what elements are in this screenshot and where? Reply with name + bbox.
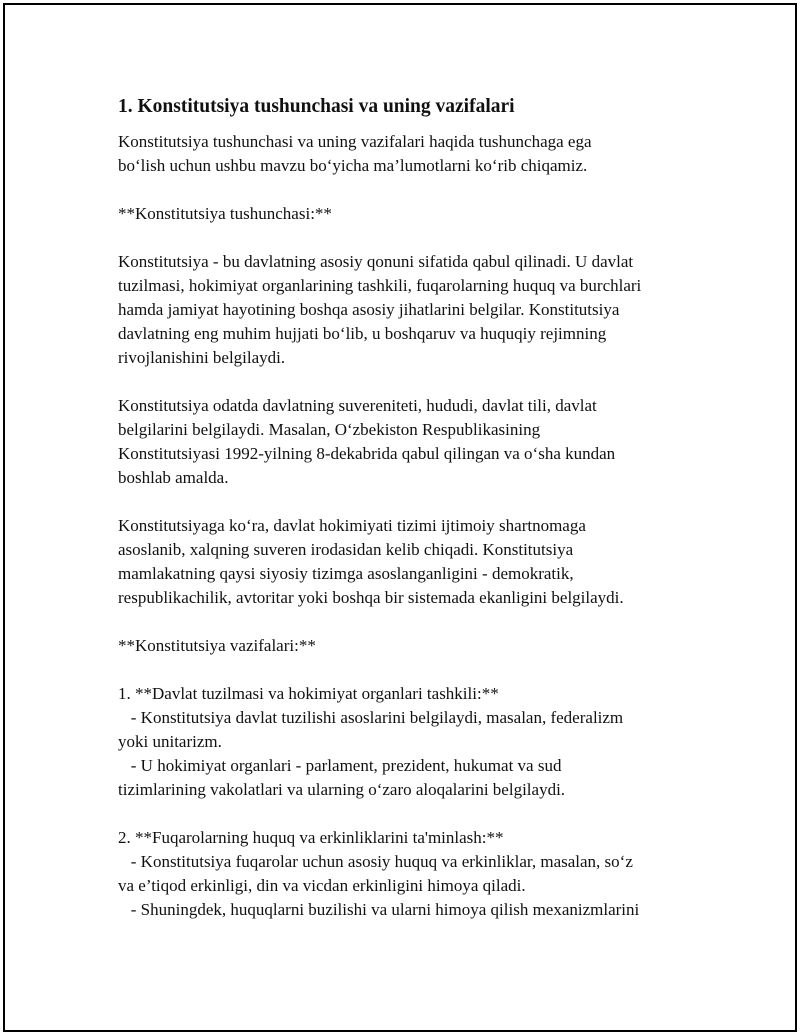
section-heading-functions: **Konstitutsiya vazifalari:** bbox=[118, 636, 316, 655]
paragraph-gap bbox=[118, 226, 718, 250]
document-title: 1. Konstitutsiya tushunchasi va uning vazifalari bbox=[118, 96, 515, 117]
text-line: Konstitutsiya tushunchasi va uning vazifalari haqida tushunchaga ega bbox=[118, 132, 592, 151]
text-line: belgilarini belgilaydi. Masalan, O‘zbekiston Respublikasining bbox=[118, 420, 541, 439]
concept-paragraph-2 bbox=[118, 394, 718, 490]
text-line: respublikachilik, avtoritar yoki boshqa bir sistemada ekanligini belgilaydi. bbox=[118, 588, 624, 607]
text-line: yoki unitarizm. bbox=[118, 732, 222, 751]
concept-paragraph-1 bbox=[118, 250, 718, 370]
text-line: - Konstitutsiya davlat tuzilishi asoslarini belgilaydi, masalan, federalizm bbox=[118, 708, 624, 727]
text-line: Konstitutsiyaga ko‘ra, davlat hokimiyati tizimi ijtimoiy shartnomaga bbox=[118, 516, 586, 535]
text-line: rivojlanishini belgilaydi. bbox=[118, 348, 286, 367]
text-line: davlatning eng muhim hujjati bo‘lib, u boshqaruv va huquqiy rejimning bbox=[118, 324, 607, 343]
section-heading-concept: **Konstitutsiya tushunchasi:** bbox=[118, 204, 332, 223]
function-item-2 bbox=[118, 826, 718, 922]
paragraph-gap bbox=[118, 802, 718, 826]
text-line: 1. **Davlat tuzilmasi va hokimiyat organlari tashkili:** bbox=[118, 684, 499, 703]
intro-paragraph bbox=[118, 130, 718, 178]
text-line: Konstitutsiyasi 1992-yilning 8-dekabrida qabul qilingan va o‘sha kundan bbox=[118, 444, 616, 463]
paragraph-gap bbox=[118, 610, 718, 634]
text-line: Konstitutsiya odatda davlatning suvereniteti, hududi, davlat tili, davlat bbox=[118, 396, 597, 415]
function-item-1 bbox=[118, 682, 718, 802]
text-line: mamlakatning qaysi siyosiy tizimga asoslanganligini - demokratik, bbox=[118, 564, 574, 583]
text-line: 2. **Fuqarolarning huquq va erkinliklarini ta'minlash:** bbox=[118, 828, 504, 847]
text-line: hamda jamiyat hayotining boshqa asosiy jihatlarini belgilar. Konstitutsiya bbox=[118, 300, 620, 319]
text-line: - Konstitutsiya fuqarolar uchun asosiy huquq va erkinliklar, masalan, so‘z bbox=[118, 852, 633, 871]
text-line: bo‘lish uchun ushbu mavzu bo‘yicha ma’lumotlarni ko‘rib chiqamiz. bbox=[118, 156, 588, 175]
text-line: Konstitutsiya - bu davlatning asosiy qonuni sifatida qabul qilinadi. U davlat bbox=[118, 252, 634, 271]
document-body bbox=[118, 94, 718, 922]
concept-paragraph-3 bbox=[118, 514, 718, 610]
paragraph-gap bbox=[118, 490, 718, 514]
text-line: - U hokimiyat organlari - parlament, prezident, hukumat va sud bbox=[118, 756, 562, 775]
text-line: - Shuningdek, huquqlarni buzilishi va ularni himoya qilish mexanizmlarini bbox=[118, 900, 640, 919]
paragraph-gap bbox=[118, 658, 718, 682]
paragraph-gap bbox=[118, 178, 718, 202]
paragraph-gap bbox=[118, 370, 718, 394]
text-line: asoslanib, xalqning suveren irodasidan kelib chiqadi. Konstitutsiya bbox=[118, 540, 574, 559]
text-line: tuzilmasi, hokimiyat organlarining tashkili, fuqarolarning huquq va burchlari bbox=[118, 276, 642, 295]
text-line: boshlab amalda. bbox=[118, 468, 229, 487]
text-line: tizimlarining vakolatlari va ularning o‘zaro aloqalarini belgilaydi. bbox=[118, 780, 566, 799]
text-line: va e’tiqod erkinligi, din va vicdan erkinligini himoya qiladi. bbox=[118, 876, 526, 895]
